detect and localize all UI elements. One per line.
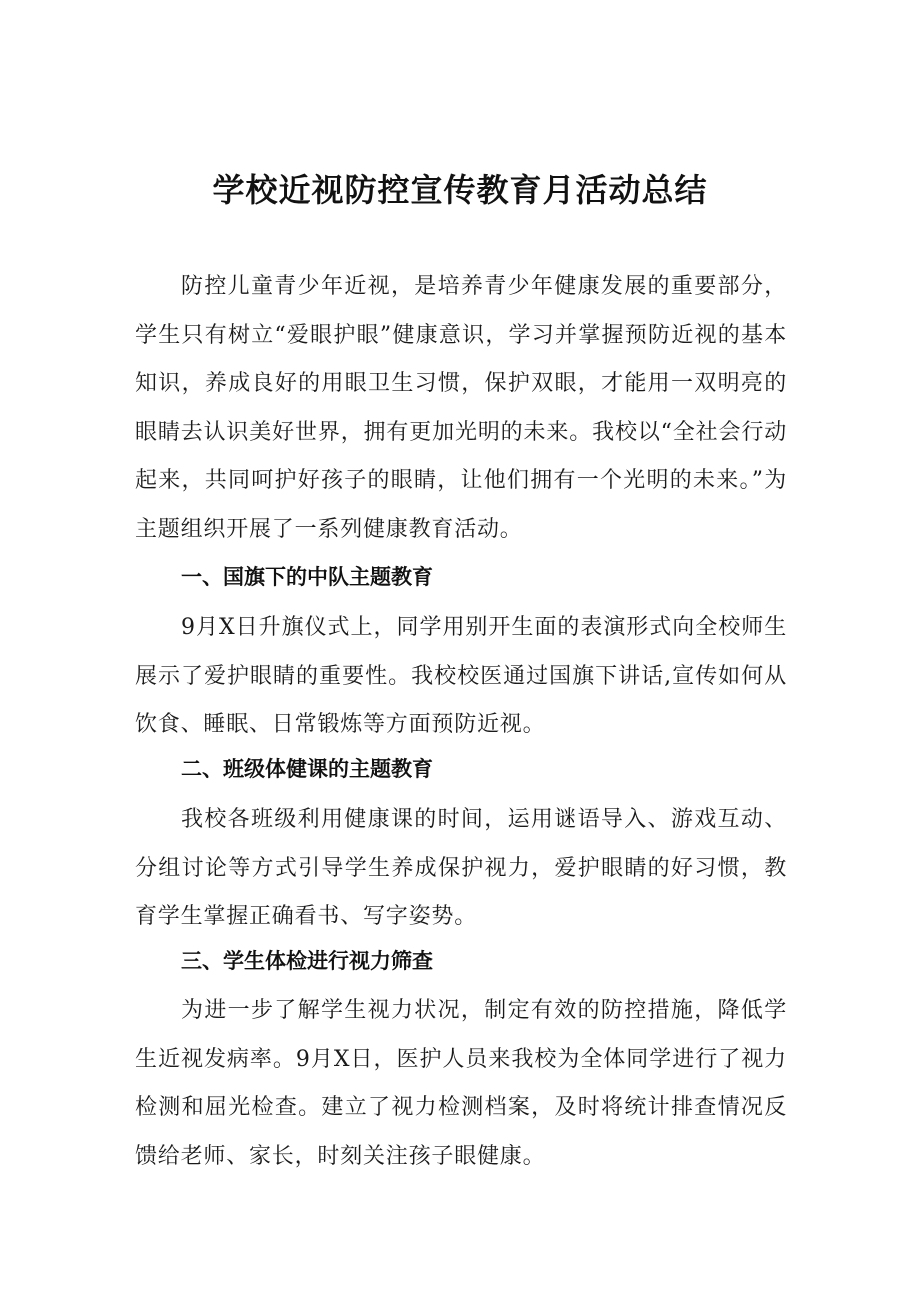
section-heading-flag-ceremony: 一、国旗下的中队主题教育 [181,565,433,589]
section-body-health-class: 我校各班级利用健康课的时间，运用谜语导入、游戏互动、分组讨论等方式引导学生养成保护视力，爱护眼睛的好习惯，教育学生掌握正确看书、写字姿势。 [135,807,787,930]
document-title: 学校近视防控宣传教育月活动总结 [212,171,708,209]
intro-paragraph: 防控儿童青少年近视，是培养青少年健康发展的重要部分，学生只有树立“爱眼护眼”健康意识，学习并掌握预防近视的基本知识，养成良好的用眼卫生习惯，保护双眼，才能用一双明亮的眼睛去认识美好世界，拥有更加光明的未来。我校以“全社会行动起来，共同呵护好孩子的眼睛，让他们拥有一个光明的未来。”为主题组织开展了一系列健康教育活动。 [135,274,787,542]
section-body-flag-ceremony: 9月X日升旗仪式上，同学用别开生面的表演形式向全校师生展示了爱护眼睛的重要性。我校校医通过国旗下讲话,宣传如何从饮食、睡眠、日常锻炼等方面预防近视。 [135,615,787,738]
section-heading-vision-screening: 三、学生体检进行视力筛查 [181,949,433,973]
section-heading-health-class: 二、班级体健课的主题教育 [181,757,433,781]
section-body-vision-screening: 为进一步了解学生视力状况，制定有效的防控措施，降低学生近视发病率。9月X日，医护人员来我校为全体同学进行了视力检测和屈光检查。建立了视力检测档案，及时将统计排查情况反馈给老师、家长，时刻关注孩子眼健康。 [135,998,787,1169]
